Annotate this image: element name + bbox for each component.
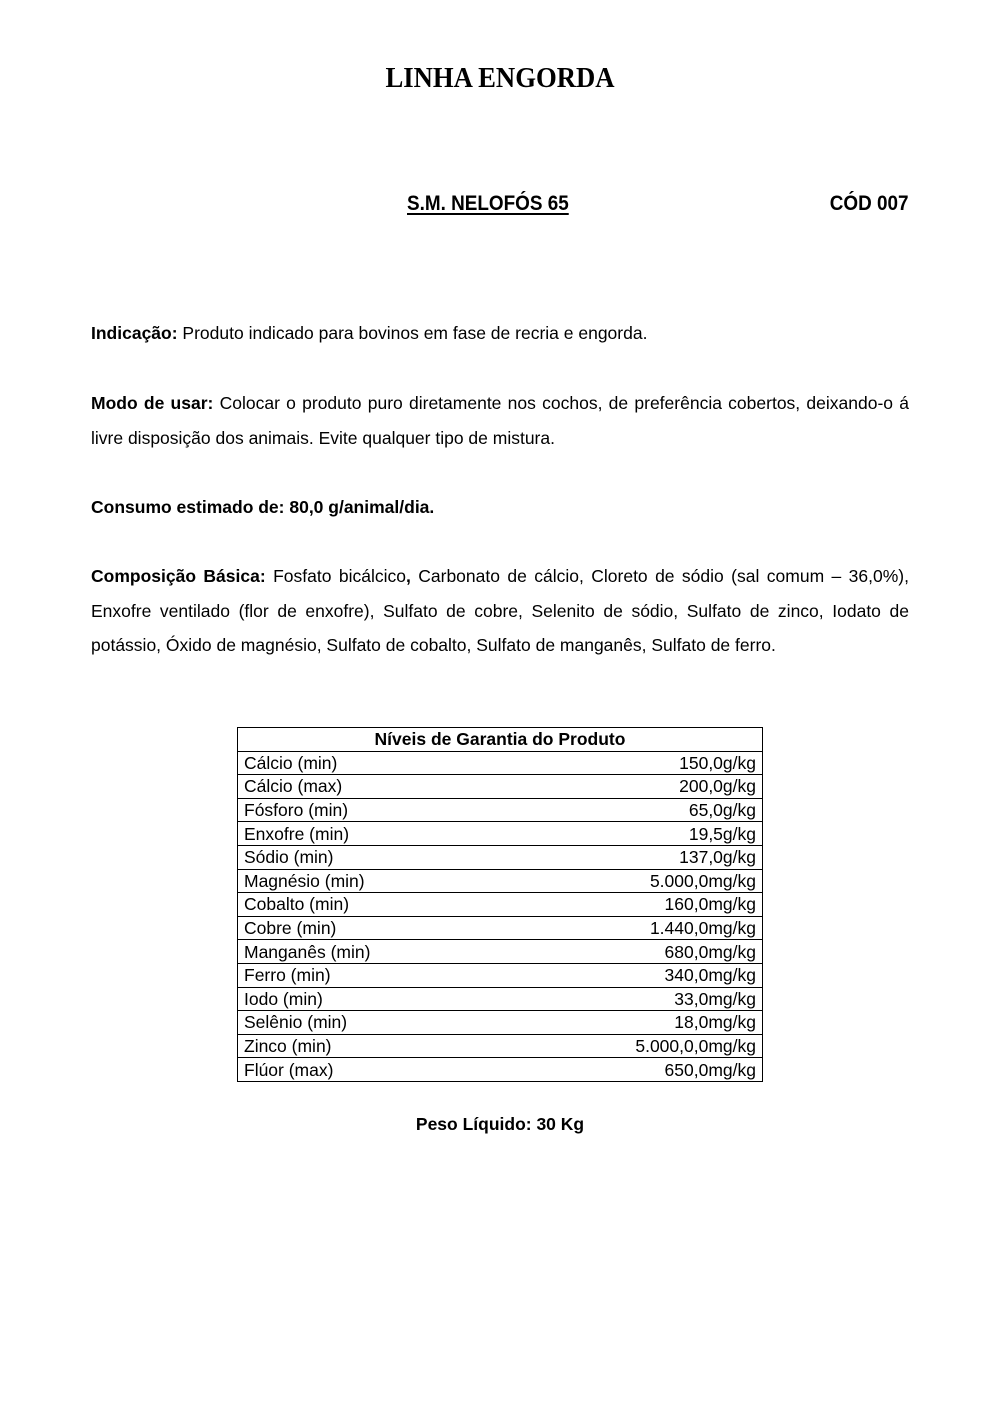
garantia-header-row	[238, 728, 763, 752]
nutrient-label: Cálcio (max)	[238, 775, 506, 799]
table-row	[238, 751, 763, 775]
nutrient-label: Flúor (max)	[238, 1058, 506, 1082]
composicao-paragraph	[91, 559, 909, 663]
nutrient-value: 137,0g/kg	[506, 845, 763, 869]
indicacao-paragraph	[91, 316, 909, 351]
composicao-text-after: Carbonato de cálcio, Cloreto de sódio (sal comum – 36,0%), Enxofre ventilado (flor de enxofre), Sulfato de cobre, Selenito de sódio, Sulfato de zinco, Iodato de potássio, Óxido de magnésio, Sulfato de cobalto, Sulfato de manganês, Sulfato de ferro.	[91, 566, 909, 655]
table-row	[238, 822, 763, 846]
nutrient-value: 33,0mg/kg	[506, 987, 763, 1011]
table-row	[238, 775, 763, 799]
nutrient-label: Cobalto (min)	[238, 893, 506, 917]
table-row	[238, 963, 763, 987]
table-row	[238, 1011, 763, 1035]
nutrient-label: Ferro (min)	[238, 963, 506, 987]
nutrient-value: 19,5g/kg	[506, 822, 763, 846]
product-name: S.M. NELOFÓS 65	[407, 192, 569, 215]
nutrient-value: 5.000,0mg/kg	[506, 869, 763, 893]
nutrient-value: 650,0mg/kg	[506, 1058, 763, 1082]
nutrient-value: 1.440,0mg/kg	[506, 916, 763, 940]
nutrient-value: 150,0g/kg	[506, 751, 763, 775]
modo-de-usar-text: Colocar o produto puro diretamente nos cochos, de preferência cobertos, deixando-o á livre disposição dos animais. Evite qualquer tipo de mistura.	[91, 393, 909, 448]
table-row	[238, 845, 763, 869]
table-row	[238, 798, 763, 822]
modo-de-usar-label: Modo de usar:	[91, 393, 214, 413]
nutrient-label: Enxofre (min)	[238, 822, 506, 846]
nutrient-label: Selênio (min)	[238, 1011, 506, 1035]
product-code: CÓD 007	[830, 192, 909, 215]
nutrient-value: 160,0mg/kg	[506, 893, 763, 917]
table-row	[238, 1034, 763, 1058]
composicao-text-before: Fosfato bicálcico	[265, 566, 406, 586]
nutrient-value: 5.000,0,0mg/kg	[506, 1034, 763, 1058]
nutrient-value: 680,0mg/kg	[506, 940, 763, 964]
table-row	[238, 1058, 763, 1082]
nutrient-value: 200,0g/kg	[506, 775, 763, 799]
table-row	[238, 893, 763, 917]
peso-liquido: Peso Líquido: 30 Kg	[415, 1114, 585, 1134]
garantia-table-body	[238, 751, 763, 1081]
garantia-table-header: Níveis de Garantia do Produto	[238, 728, 763, 752]
garantia-table	[237, 727, 763, 1082]
document-title: LINHA ENGORDA	[385, 62, 615, 94]
nutrient-label: Manganês (min)	[238, 940, 506, 964]
nutrient-value: 18,0mg/kg	[506, 1011, 763, 1035]
nutrient-value: 340,0mg/kg	[506, 963, 763, 987]
nutrient-label: Magnésio (min)	[238, 869, 506, 893]
nutrient-label: Cobre (min)	[238, 916, 506, 940]
nutrient-label: Iodo (min)	[238, 987, 506, 1011]
table-row	[238, 869, 763, 893]
indicacao-text: Produto indicado para bovinos em fase de recria e engorda.	[177, 323, 648, 343]
indicacao-label: Indicação:	[91, 323, 178, 343]
nutrient-label: Cálcio (min)	[238, 751, 506, 775]
modo-de-usar-paragraph	[91, 386, 909, 455]
table-row	[238, 916, 763, 940]
nutrient-label: Sódio (min)	[238, 845, 506, 869]
nutrient-label: Zinco (min)	[238, 1034, 506, 1058]
composicao-bold-comma: ,	[405, 566, 411, 586]
table-row	[238, 940, 763, 964]
nutrient-label: Fósforo (min)	[238, 798, 506, 822]
nutrient-value: 65,0g/kg	[506, 798, 763, 822]
composicao-label: Composição Básica:	[91, 566, 266, 586]
table-row	[238, 987, 763, 1011]
consumo-paragraph: Consumo estimado de: 80,0 g/animal/dia.	[91, 497, 435, 517]
